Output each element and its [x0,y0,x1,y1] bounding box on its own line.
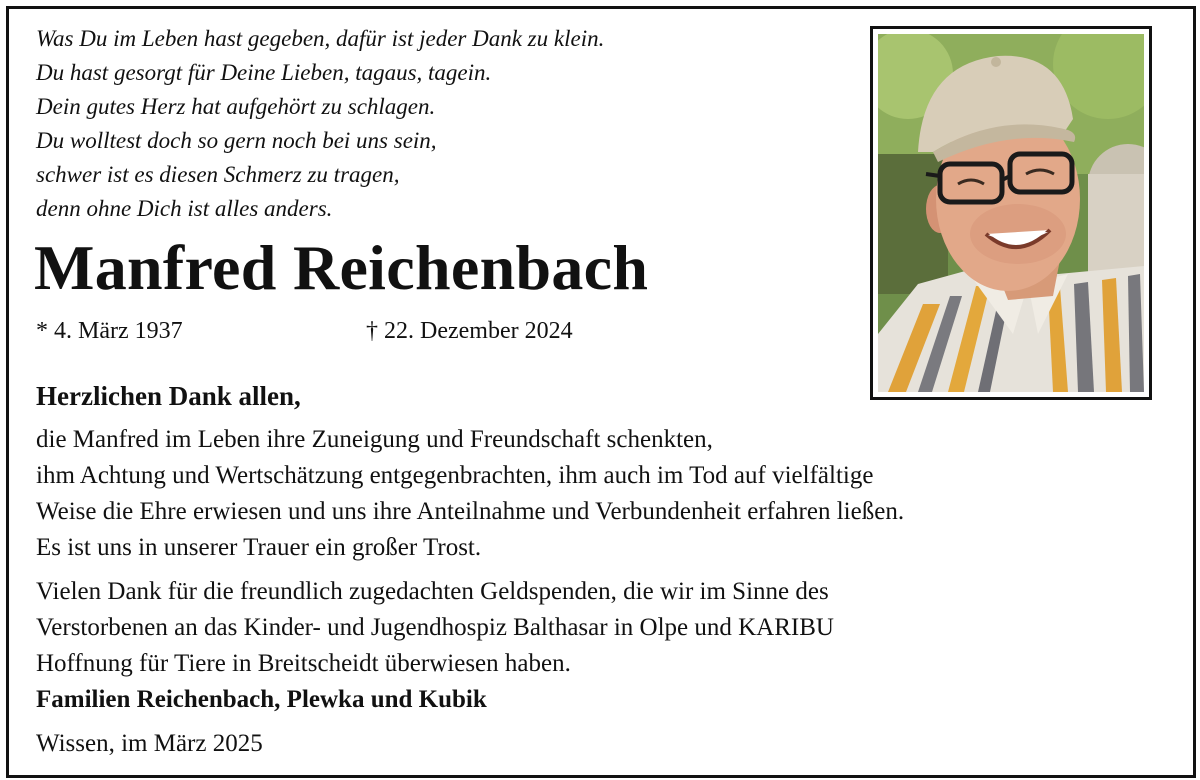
paragraph-line: Es ist uns in unserer Trauer ein großer Trost. [36,534,482,561]
death-date: † 22. Dezember 2024 [366,318,573,344]
portrait-frame [870,26,1152,400]
poem-line: schwer ist es diesen Schmerz zu tragen, [36,162,400,187]
birth-date: * 4. März 1937 [36,318,183,344]
place-and-date: Wissen, im März 2025 [36,730,263,757]
paragraph-line: Weise die Ehre erwiesen und uns ihre Anteilnahme und Verbundenheit erfahren ließen. [36,498,905,525]
portrait-photo [878,34,1144,392]
poem-line: Du hast gesorgt für Deine Lieben, tagaus, tagein. [36,60,492,85]
thanks-heading: Herzlichen Dank allen, [36,381,301,411]
poem-line: Dein gutes Herz hat aufgehört zu schlagen. [36,94,436,119]
poem-line: denn ohne Dich ist alles anders. [36,196,333,221]
paragraph-line: ihm Achtung und Wertschätzung entgegenbrachten, ihm auch im Tod auf vielfältige [36,462,874,489]
paragraph-line: die Manfred im Leben ihre Zuneigung und Freundschaft schenkten, [36,426,713,453]
thanks-text [36,422,1176,682]
paragraph-line: Hoffnung für Tiere in Breitscheidt überwiesen haben. [36,650,571,677]
family-signature: Familien Reichenbach, Plewka und Kubik [36,686,487,713]
paragraph-line: Verstorbenen an das Kinder- und Jugendhospiz Balthasar in Olpe und KARIBU [36,614,834,641]
paragraph-line: Vielen Dank für die freundlich zugedachten Geldspenden, die wir im Sinne des [36,578,829,605]
poem-line: Was Du im Leben hast gegeben, dafür ist jeder Dank zu klein. [36,26,605,51]
poem-line: Du wolltest doch so gern noch bei uns sein, [36,128,437,153]
memorial-poem [36,22,836,226]
deceased-name: Manfred Reichenbach [34,232,649,303]
